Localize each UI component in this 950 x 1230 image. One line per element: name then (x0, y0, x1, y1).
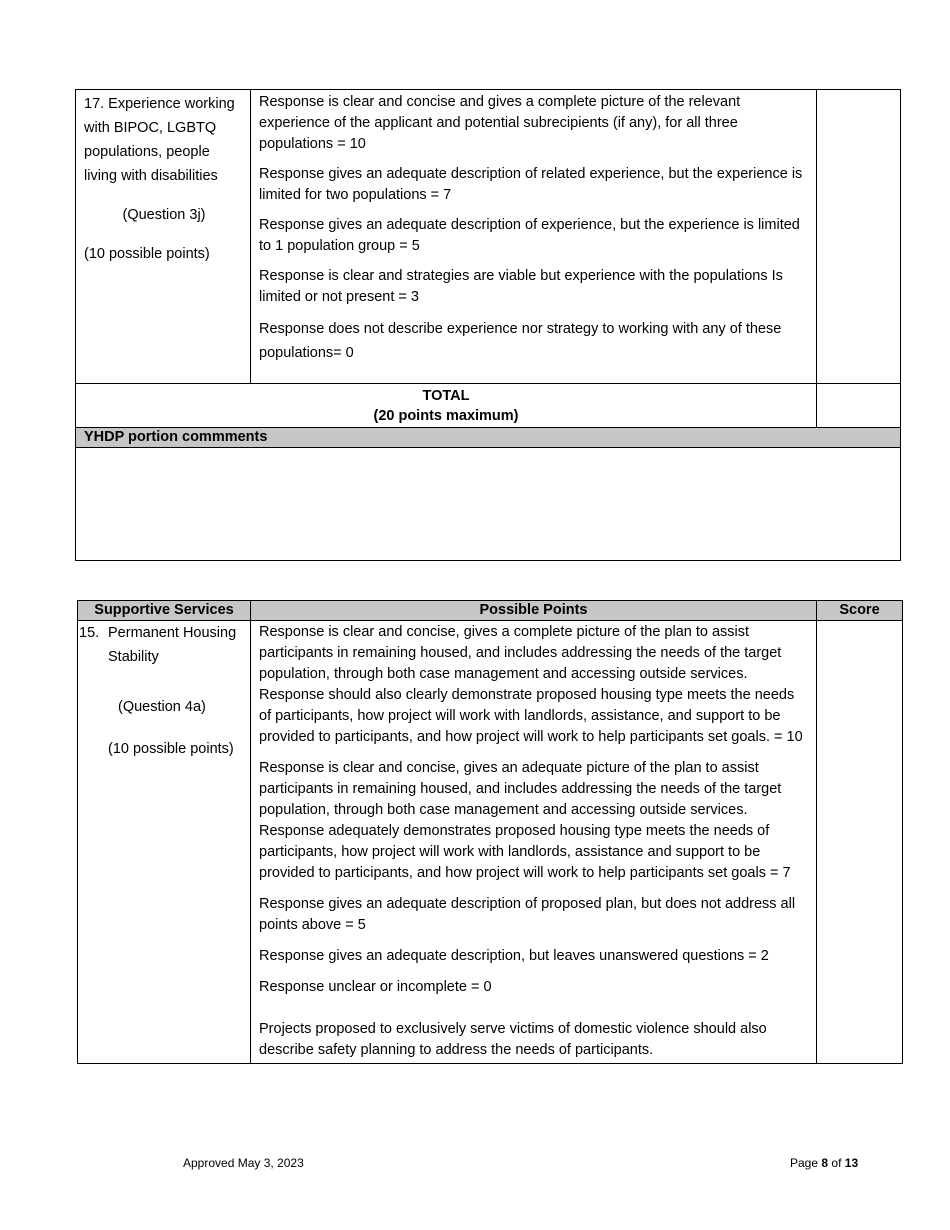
header-supportive-services: Supportive Services (78, 601, 251, 621)
total-cell (76, 384, 817, 428)
response-level: Response is clear and strategies are viable but experience with the populations Is limited or not present = 3 (259, 268, 783, 305)
page-number (790, 1155, 858, 1171)
comments-header: YHDP portion commments (76, 428, 901, 448)
criterion-title: Permanent Housing Stability (108, 625, 237, 665)
header-score: Score (817, 601, 903, 621)
possible-points-cell (251, 90, 817, 384)
criterion-title: 17. Experience working with BIPOC, LGBTQ populations, people living with disabilities (84, 96, 235, 184)
criterion-number: 15. (79, 625, 100, 641)
total-max-label: (20 points maximum) (373, 408, 519, 424)
response-level: Response is clear and concise, gives a complete picture of the plan to assist participants in remaining housed, and includes addressing the needs of the target population, through both case management and accessing outside services. Response should also clearly demonstrate proposed housing type meets the needs of participants, how project will work with landlords, assistance, and support to be provided to participants, and how project will work to help participants set goals. = 10 (259, 624, 803, 745)
response-level: Response gives an adequate description of experience, but the experience is limited to 1 population group = 5 (259, 217, 800, 254)
response-level: Response gives an adequate description of proposed plan, but does not address all points above = 5 (259, 896, 796, 933)
page-label: Page (790, 1156, 819, 1170)
comments-area[interactable] (76, 448, 901, 561)
yhdp-scoring-table (75, 89, 901, 561)
criterion-cell (76, 90, 251, 384)
approved-date: Approved May 3, 2023 (183, 1156, 304, 1170)
page-current: 8 (821, 1156, 829, 1170)
total-score-cell[interactable] (817, 384, 901, 428)
criterion-question: (Question 3j) (122, 207, 206, 223)
page-of: of (831, 1156, 842, 1170)
criterion-cell (78, 621, 251, 1064)
criterion-points: (10 possible points) (108, 741, 234, 757)
criterion-points: (10 possible points) (84, 246, 210, 262)
header-possible-points: Possible Points (251, 601, 817, 621)
score-cell[interactable] (817, 621, 903, 1064)
possible-points-cell (251, 621, 817, 1064)
response-level: Response is clear and concise and gives a complete picture of the relevant experience of the applicant and potential subrecipients (if any), for all three populations = 10 (259, 94, 741, 152)
dv-note: Projects proposed to exclusively serve victims of domestic violence should also describe safety planning to address the needs of participants. (259, 1021, 767, 1058)
response-level: Response is clear and concise, gives an adequate picture of the plan to assist participants in remaining housed, and includes addressing the needs of the target population, through both case management and accessing outside services. Response adequately demonstrates proposed housing type meets the needs of participants, how project will work with landlords, assistance and support to be provided to participants, and how project will work to help participants set goals = 7 (259, 760, 791, 881)
response-level: Response gives an adequate description of related experience, but the experience is limited for two populations = 7 (259, 166, 803, 203)
supportive-services-table (77, 600, 903, 1064)
response-level: Response unclear or incomplete = 0 (259, 979, 492, 995)
response-level: Response does not describe experience nor strategy to working with any of these populations= 0 (259, 321, 782, 361)
response-level: Response gives an adequate description, but leaves unanswered questions = 2 (259, 948, 769, 964)
page-total: 13 (844, 1156, 859, 1170)
criterion-question: (Question 4a) (118, 699, 206, 715)
total-label: TOTAL (422, 388, 470, 404)
score-cell[interactable] (817, 90, 901, 384)
